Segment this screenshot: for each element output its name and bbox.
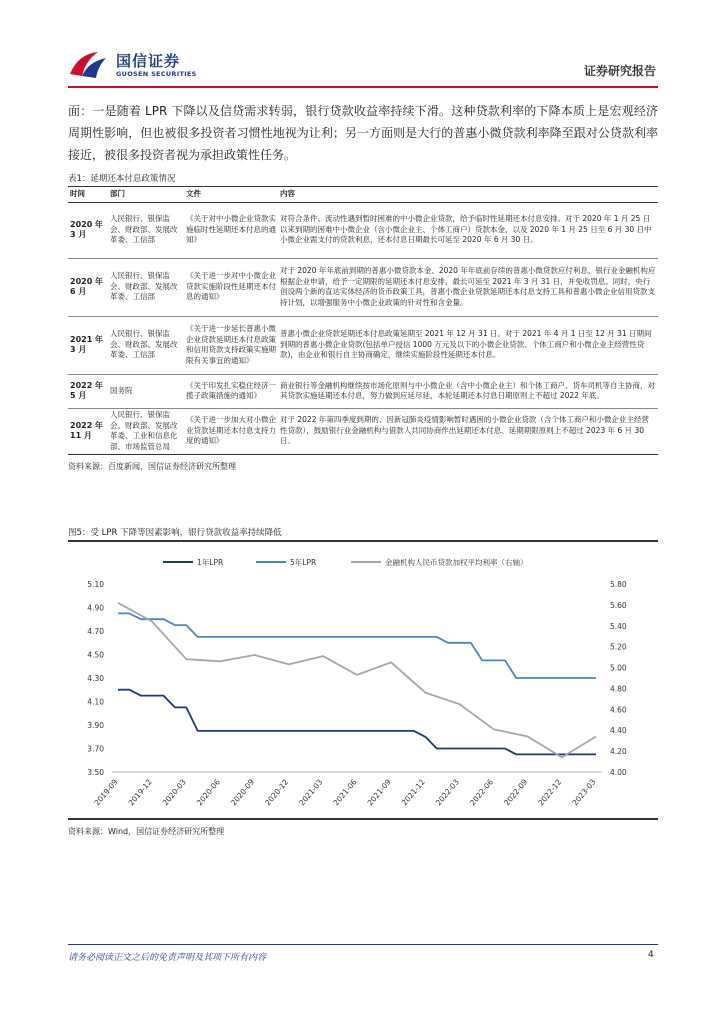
left-axis-tick-label: 3.50 [87, 768, 104, 777]
table-row [68, 316, 658, 374]
cell-time: 2021 年 3 月 [68, 316, 108, 374]
cell-dept: 人民银行、银保监会、财政部、发展改革委、工信部 [108, 202, 184, 258]
x-axis-tick-label: 2020-03 [160, 777, 188, 808]
table-header-row [68, 187, 658, 203]
left-axis-tick-label: 3.90 [87, 721, 104, 730]
right-axis-tick-label: 4.60 [610, 705, 627, 715]
cell-doc: 《关于印发扎实稳住经济一揽子政策措施的通知》 [184, 374, 278, 408]
right-axis-tick-label: 4.20 [610, 747, 627, 757]
left-axis-tick-label: 4.70 [87, 627, 104, 636]
left-axis-tick-label: 5.10 [87, 580, 104, 589]
x-axis-tick-label: 2023-03 [570, 777, 598, 808]
x-axis-tick-label: 2022-03 [433, 777, 461, 808]
right-axis-tick-label: 5.80 [610, 580, 627, 589]
footer-divider [68, 944, 658, 945]
x-axis-tick-label: 2022-06 [468, 777, 496, 808]
right-axis-tick-label: 5.60 [610, 600, 627, 610]
table-source-note: 资料来源：百度新闻，国信证券经济研究所整理 [68, 462, 236, 471]
right-axis-tick-label: 4.00 [610, 768, 627, 777]
legend-label: 1年LPR [197, 558, 224, 567]
table-row [68, 202, 658, 258]
cell-content: 对符合条件、流动性遇到暂时困难的中小微企业贷款，给予临时性延期还本付息安排。对于 2020 年 1 月 25 日以来到期的困难中小微企业（含小微企业主、个体工商户）贷款本金，以及 2020 年 1 月 25 日至 6 月 30 日中小微企业需支付的贷款利息，还本付息日期最长可延至 2020 年 6 月 30 日。 [278, 202, 658, 258]
table-row [68, 258, 658, 316]
x-axis-tick-label: 2020-09 [229, 777, 257, 808]
cell-doc: 《关于进一步对中小微企业贷款实施阶段性延期还本付息的通知》 [184, 258, 278, 316]
table-title: 表1：延期还本付息政策情况 [68, 174, 176, 184]
left-axis-tick-label: 4.10 [87, 697, 104, 707]
logo-english-name: GUOSEN SECURITIES [116, 70, 197, 78]
page-header [68, 48, 658, 86]
x-axis-tick-label: 2021-12 [399, 777, 427, 808]
report-type-label: 证券研究报告 [583, 64, 656, 78]
cell-doc: 《关于进一步延长普惠小微企业贷款延期还本付息政策和信用贷款支持政策实施期限有关事宜的通知》 [184, 316, 278, 374]
cell-dept: 人民银行、银保监会、财政部、发展改革委、工信部 [108, 258, 184, 316]
x-axis-tick-label: 2021-09 [365, 777, 393, 808]
figure-bottom-rule [68, 818, 658, 820]
legend-label: 金融机构人民币贷款加权平均利率（右轴） [385, 558, 528, 567]
lpr-loan-rate-chart [68, 544, 658, 816]
cell-doc: 《关于进一步加大对小微企业贷款延期还本付息支持力度的通知》 [184, 408, 278, 454]
x-axis-tick-label: 2021-03 [297, 777, 325, 808]
figure-title: 图5：受 LPR 下降等因素影响，银行贷款收益率持续降低 [68, 528, 282, 538]
column-header-time: 时间 [68, 187, 108, 203]
cell-content: 普惠小微企业贷款延期还本付息政策延期至 2021 年 12 月 31 日。对于 2021 年 4 月 1 日至 12 月 31 日期间到期的普惠小微企业贷款(包括单户授信 1000 万元及以下的小微企业贷款、个体工商户和小微企业主经营性贷款)，由企业和银行自主协商确定，继续实施阶段性延期还本付息。 [278, 316, 658, 374]
policy-table [68, 186, 658, 455]
cell-dept: 人民银行、银保监会、财政部、发展改革委、工业和信息化部、市场监管总局 [108, 408, 184, 454]
table-row [68, 374, 658, 408]
series-line-3 [118, 603, 596, 758]
x-axis-tick-label: 2020-12 [263, 777, 291, 808]
left-axis-tick-label: 4.50 [87, 650, 104, 660]
guosen-logo [68, 48, 228, 84]
x-axis-tick-label: 2019-09 [92, 777, 120, 808]
logo-chinese-name: 国信证券 [116, 52, 181, 70]
cell-time: 2022 年 11 月 [68, 408, 108, 454]
cell-content: 对于 2020 年年底前到期的普惠小微贷款本金、2020 年年底前存续的普惠小微贷款应付利息，银行业金融机构应根据企业申请，给予一定期限的延期还本付息安排，最长可延至 2021 年 3 月 31 日，并免收罚息。同时，央行创设两个新的直达实体经济的货币政策工具，普惠小微企业贷款延期还本付息支持工具和普惠小微企业信用贷款支持计划，以增强服务中小微企业政策的针对性和含金量。 [278, 258, 658, 316]
cell-time: 2020 年 3 月 [68, 202, 108, 258]
x-axis-tick-label: 2022-09 [502, 777, 530, 808]
intro-paragraph: 面：一是随着 LPR 下降以及信贷需求转弱，银行贷款收益率持续下滑。这种贷款利率的下降本质上是宏观经济周期性影响，但也被很多投资者习惯性地视为让利；另一方面则是大行的普惠小微贷款利率降至跟对公贷款利率接近，被很多投资者视为承担政策性任务。 [68, 104, 658, 162]
cell-dept: 国务院 [108, 374, 184, 408]
cell-content: 商业银行等金融机构继续按市场化原则与中小微企业（含中小微企业主）和个体工商户、货车司机等自主协商，对其贷款实施延期还本付息，努力做到应延尽延，本轮延期还本付息日期原则上不超过 2022 年底。 [278, 374, 658, 408]
right-axis-tick-label: 4.40 [610, 726, 627, 736]
figure-source-note: 资料来源：Wind，国信证券经济研究所整理 [68, 827, 225, 836]
table-row [68, 408, 658, 454]
figure-top-rule [68, 540, 658, 542]
header-divider [68, 86, 658, 88]
column-header-content: 内容 [278, 187, 658, 203]
series-line-1 [118, 690, 596, 755]
column-header-dept: 部门 [108, 187, 184, 203]
cell-time: 2020 年 6 月 [68, 258, 108, 316]
x-axis-tick-label: 2020-06 [194, 777, 222, 808]
guosen-logo-icon [68, 50, 108, 80]
cell-dept: 人民银行、银保监会、财政部、发展改革委、工信部 [108, 316, 184, 374]
right-axis-tick-label: 5.40 [610, 621, 627, 631]
footer-disclaimer: 请务必阅读正文之后的免责声明及其项下所有内容 [68, 953, 267, 963]
cell-doc: 《关于对中小微企业贷款实施临时性延期还本付息的通知》 [184, 202, 278, 258]
x-axis-tick-label: 2019-12 [126, 777, 154, 808]
left-axis-tick-label: 4.30 [87, 674, 104, 683]
column-header-doc: 文件 [184, 187, 278, 203]
right-axis-tick-label: 5.20 [610, 642, 627, 652]
x-axis-tick-label: 2021-06 [331, 777, 359, 808]
x-axis-tick-label: 2022-12 [536, 777, 564, 808]
cell-content: 对于 2022 年第四季度到期的、因新冠肺炎疫情影响暂时遇困的小微企业贷款（含个体工商户和小微企业主经营性贷款），鼓励银行业金融机构与借款人共同协商作出延期还本付息、延期期限原则上不超过 2023 年 6 月 30 日。 [278, 408, 658, 454]
left-axis-tick-label: 3.70 [87, 744, 104, 754]
page-number: 4 [648, 950, 654, 960]
right-axis-tick-label: 4.80 [610, 684, 627, 694]
series-line-2 [118, 613, 596, 678]
right-axis-tick-label: 5.00 [610, 663, 627, 673]
cell-time: 2022 年 5 月 [68, 374, 108, 408]
legend-label: 5年LPR [290, 558, 317, 567]
left-axis-tick-label: 4.90 [87, 603, 104, 613]
